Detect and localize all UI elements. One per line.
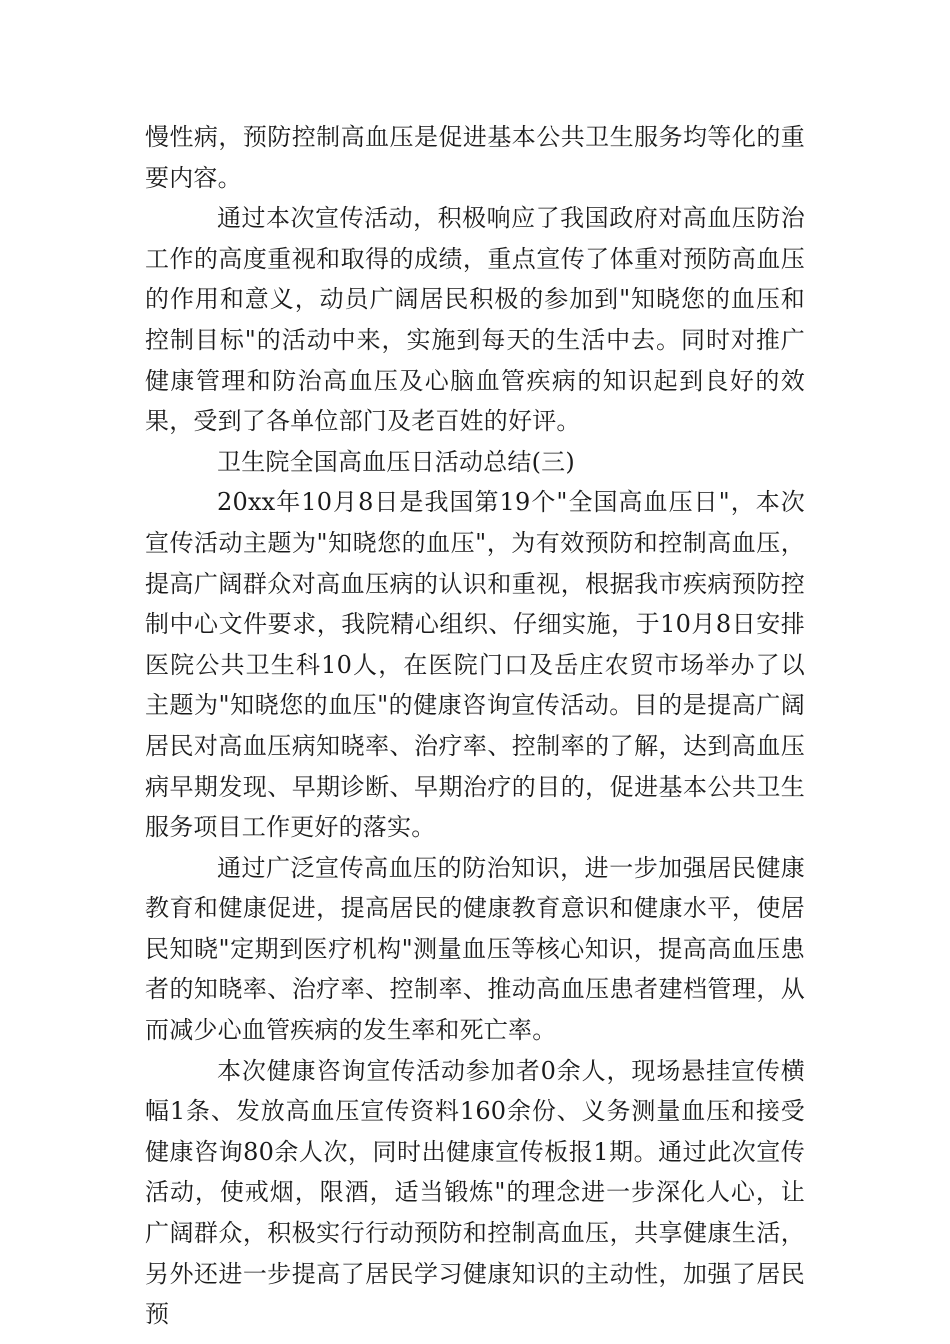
paragraph-campaign-summary: 通过本次宣传活动，积极响应了我国政府对高血压防治工作的高度重视和取得的成绩，重点宣传了体重对预防高血压的作用和意义，动员广阔居民积极的参加到"知晓您的血压和控制目标"的活动中来，实施到每天的生活中去。同时对推广健康管理和防治高血压及心脑血管疾病的知识起到良好的效果，受到了各单位部门及老百姓的好评。 xyxy=(145,204,805,436)
paragraph-participation: 本次健康咨询宣传活动参加者0余人，现场悬挂宣传横幅1条、发放高血压宣传资料160余份、义务测量血压和接受健康咨询80余人次，同时出健康宣传板报1期。通过此次宣传活动，使戒烟，限酒，适当锻炼"的理念进一步深化人心，让广阔群众，积极实行行动预防和控制高血压，共享健康生活，另外还进一步提高了居民学习健康知识的主动性，加强了居民预 xyxy=(145,1056,805,1329)
paragraph-event-intro: 20xx年10月8日是我国第19个"全国高血压日"，本次宣传活动主题为"知晓您的血压"，为有效预防和控制高血压，提高广阔群众对高血压病的认识和重视，根据我市疾病预防控制中心文件要求，我院精心组织、仔细实施，于10月8日安排医院公共卫生科10人，在医院门口及岳庄农贸市场举办了以主题为"知晓您的血压"的健康咨询宣传活动。目的是提高广阔居民对高血压病知晓率、治疗率、控制率的了解，达到高血压病早期发现、早期诊断、早期治疗的目的，促进基本公共卫生服务项目工作更好的落实。 xyxy=(145,488,805,842)
section-heading: 卫生院全国高血压日活动总结(三) xyxy=(217,447,575,476)
paragraph-continuation: 慢性病，预防控制高血压是促进基本公共卫生服务均等化的重要内容。 xyxy=(145,123,805,192)
document-body xyxy=(145,117,805,1335)
paragraph-health-education: 通过广泛宣传高血压的防治知识，进一步加强居民健康教育和健康促进，提高居民的健康教育意识和健康水平，使居民知晓"定期到医疗机构"测量血压等核心知识，提高高血压患者的知晓率、治疗率、控制率、推动高血压患者建档管理，从而减少心血管疾病的发生率和死亡率。 xyxy=(145,853,805,1045)
